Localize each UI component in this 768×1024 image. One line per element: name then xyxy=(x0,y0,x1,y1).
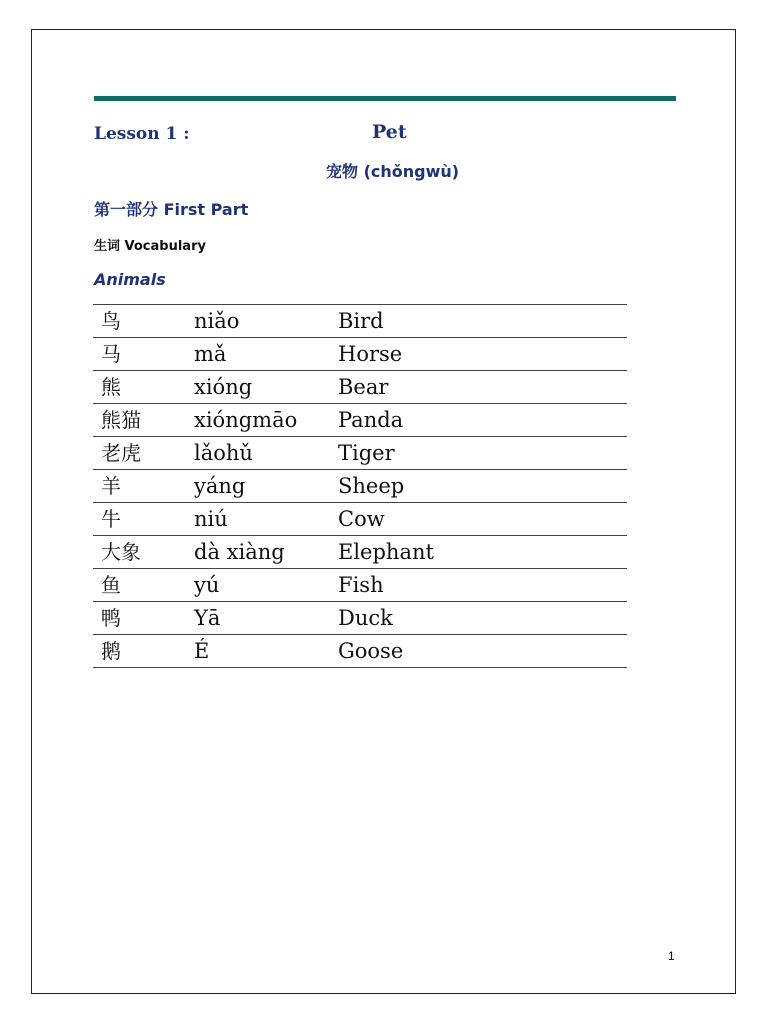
pinyin-cell: Yā xyxy=(194,605,221,630)
hanzi-cell: 牛 xyxy=(101,507,121,531)
pinyin-cell: yú xyxy=(194,572,220,597)
lesson-title: Pet xyxy=(372,121,407,143)
hanzi-cell: 鸟 xyxy=(101,309,121,333)
hanzi-cell: 鸭 xyxy=(101,606,121,630)
hanzi-cell: 羊 xyxy=(101,474,121,498)
pinyin-cell: dà xiàng xyxy=(194,539,285,564)
hanzi-cell: 大象 xyxy=(101,540,141,564)
hanzi-cell: 老虎 xyxy=(101,441,141,465)
table-row xyxy=(93,404,627,437)
english-cell: Bear xyxy=(338,374,389,399)
hanzi-cell: 熊 xyxy=(101,375,121,399)
hanzi-cell: 马 xyxy=(101,342,121,366)
english-cell: Bird xyxy=(338,308,384,333)
table-row xyxy=(93,569,627,602)
hanzi-cell: 鱼 xyxy=(101,573,121,597)
pinyin-cell: lǎohǔ xyxy=(194,440,253,465)
table-row xyxy=(93,602,627,635)
hanzi-cell: 鹅 xyxy=(101,639,121,663)
english-cell: Sheep xyxy=(338,473,405,498)
page-number: 1 xyxy=(668,949,675,963)
vocabulary-heading: 生词 Vocabulary xyxy=(94,239,206,254)
lesson-label: Lesson 1 : xyxy=(94,124,190,144)
english-cell: Horse xyxy=(338,341,403,366)
pinyin-cell: yáng xyxy=(194,473,246,498)
table-row xyxy=(93,338,627,371)
vocabulary-table xyxy=(93,304,627,668)
table-row xyxy=(93,635,627,668)
english-cell: Cow xyxy=(338,506,385,531)
lesson-subtitle: 宠物 (chǒngwù) xyxy=(326,162,460,181)
section-heading: 第一部分 First Part xyxy=(94,200,249,219)
document-page xyxy=(31,29,736,994)
table-row xyxy=(93,371,627,404)
english-cell: Panda xyxy=(338,407,404,432)
english-cell: Goose xyxy=(338,638,404,663)
english-cell: Elephant xyxy=(338,539,434,564)
english-cell: Tiger xyxy=(338,440,395,465)
pinyin-cell: niǎo xyxy=(194,308,240,333)
english-cell: Duck xyxy=(338,605,393,630)
category-heading: Animals xyxy=(94,270,166,289)
pinyin-cell: xióngmāo xyxy=(194,407,298,432)
table-row xyxy=(93,437,627,470)
pinyin-cell: É xyxy=(194,638,210,663)
english-cell: Fish xyxy=(338,572,384,597)
pinyin-cell: mǎ xyxy=(194,341,227,366)
hanzi-cell: 熊猫 xyxy=(101,408,141,432)
table-row xyxy=(93,305,627,338)
pinyin-cell: niú xyxy=(194,506,228,531)
table-row xyxy=(93,470,627,503)
header-rule xyxy=(94,96,676,101)
table-row xyxy=(93,503,627,536)
pinyin-cell: xióng xyxy=(194,374,253,399)
table-row xyxy=(93,536,627,569)
